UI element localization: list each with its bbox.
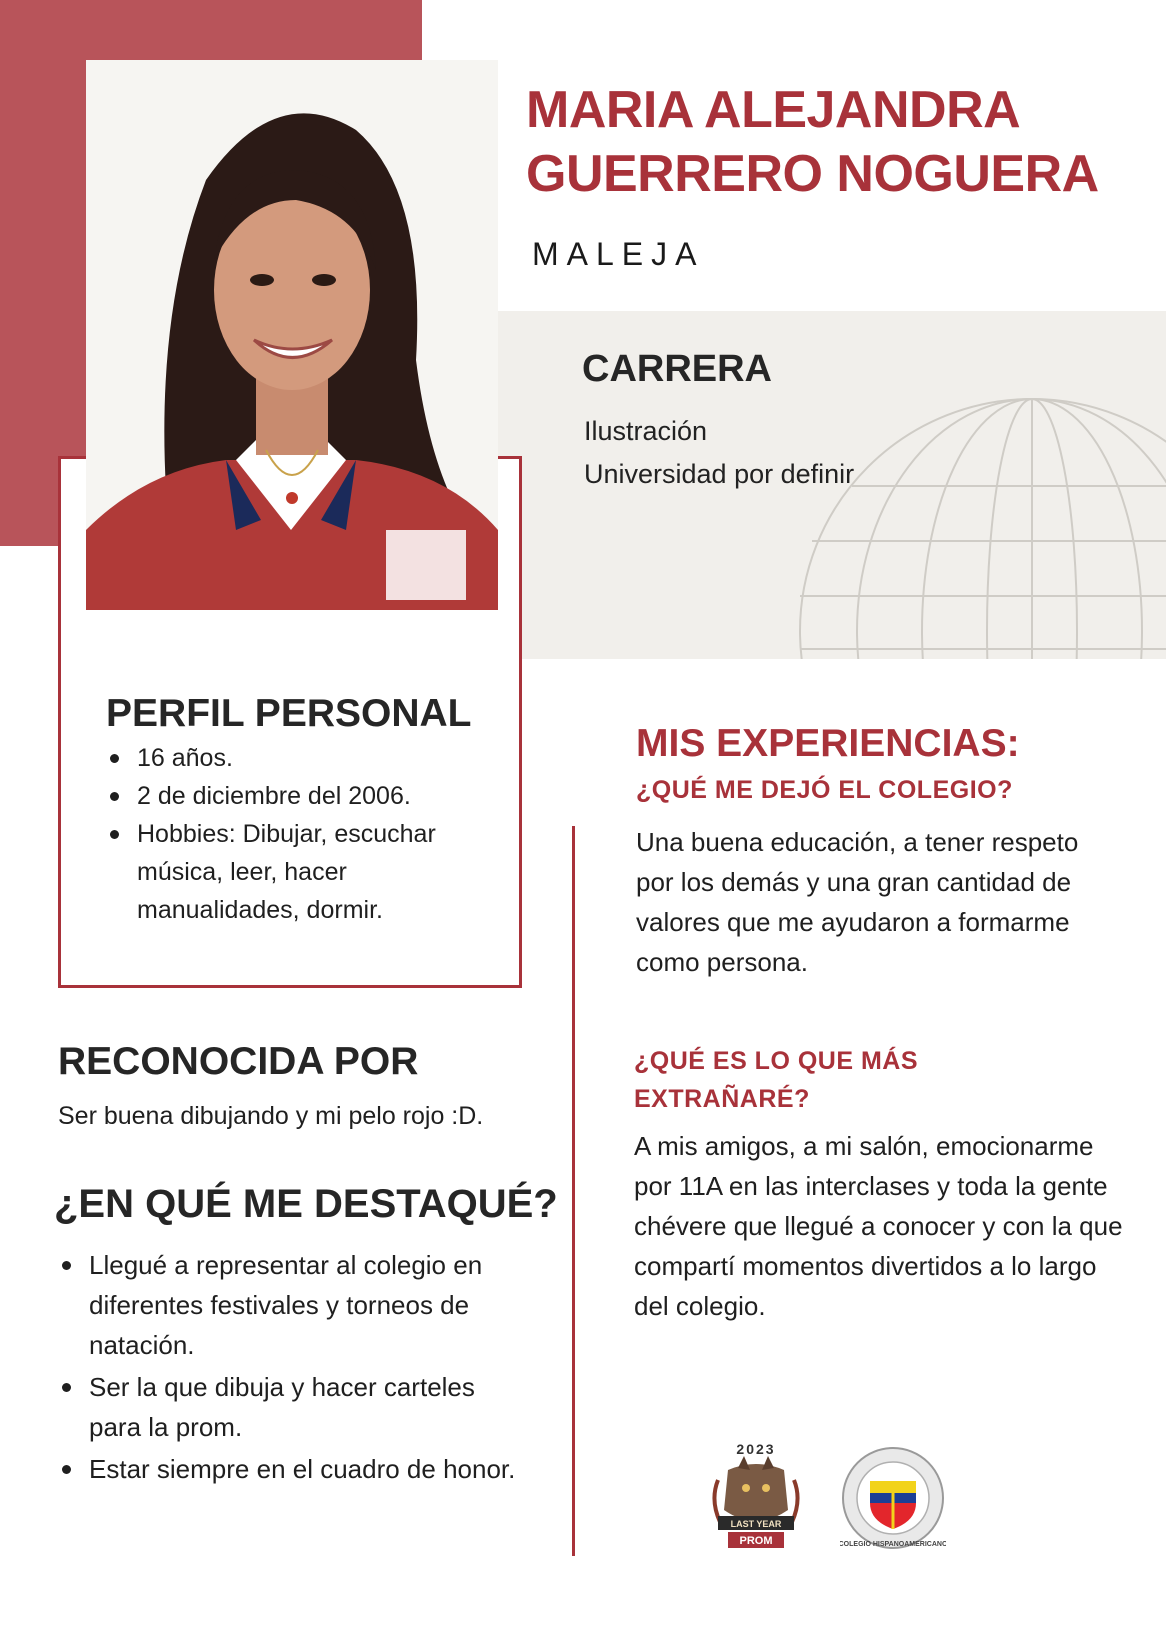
carrera-line-1: Ilustración [584,416,708,446]
reconocida-text: Ser buena dibujando y mi pelo rojo :D. [58,1102,484,1130]
prom-2023-logo [708,1440,804,1552]
reconocida-heading: RECONOCIDA POR [58,1040,419,1083]
student-name [526,78,1146,206]
prom-text-top: LAST YEAR [730,1519,782,1529]
prom-text-bottom: PROM [739,1535,773,1547]
column-divider [572,826,575,1556]
name-line-2: GUERRERO NOGUERA [526,145,1099,203]
colegio-logo [840,1445,946,1551]
colegio-text: COLEGIO HISPANOAMERICANO [840,1541,946,1548]
perfil-list [107,739,507,929]
list-item: 16 años. [107,739,507,777]
nickname: MALEJA [532,236,705,272]
list-item: Ser la que dibuja y hacer carteles para la prom. [59,1367,529,1447]
question-1: ¿QUÉ ME DEJÓ EL COLEGIO? [636,776,1013,804]
answer-1: Una buena educación, a tener respeto por los demás y una gran cantidad de valores que me ayudaron a formarme como persona. [636,827,1079,977]
list-item: Hobbies: Dibujar, escuchar música, leer, hacer manualidades, dormir. [107,815,507,929]
portrait-illustration [86,60,498,610]
carrera-heading: CARRERA [582,348,772,390]
perfil-heading: PERFIL PERSONAL [106,692,472,735]
list-item: Estar siempre en el cuadro de honor. [59,1449,529,1489]
carrera-text [584,410,854,496]
list-item: 2 de diciembre del 2006. [107,777,507,815]
carrera-line-2: Universidad por definir [584,459,855,489]
question-2: ¿QUÉ ES LO QUE MÁS EXTRAÑARÉ? [634,1047,919,1113]
list-item: Llegué a representar al colegio en diferentes festivales y torneos de natación. [59,1245,529,1365]
destaque-list [59,1245,529,1491]
answer-2: A mis amigos, a mi salón, emocionarme por 11A en las interclases y toda la gente chévere que llegué a conocer y con la que compartí momentos divertidos a lo largo del colegio. [634,1131,1123,1321]
name-line-1: MARIA ALEJANDRA [526,81,1021,139]
destaque-heading: ¿EN QUÉ ME DESTAQUÉ? [54,1182,558,1226]
prom-year: 2023 [736,1441,776,1457]
portrait-photo [86,60,498,610]
experiencias-heading: MIS EXPERIENCIAS: [636,722,1020,765]
